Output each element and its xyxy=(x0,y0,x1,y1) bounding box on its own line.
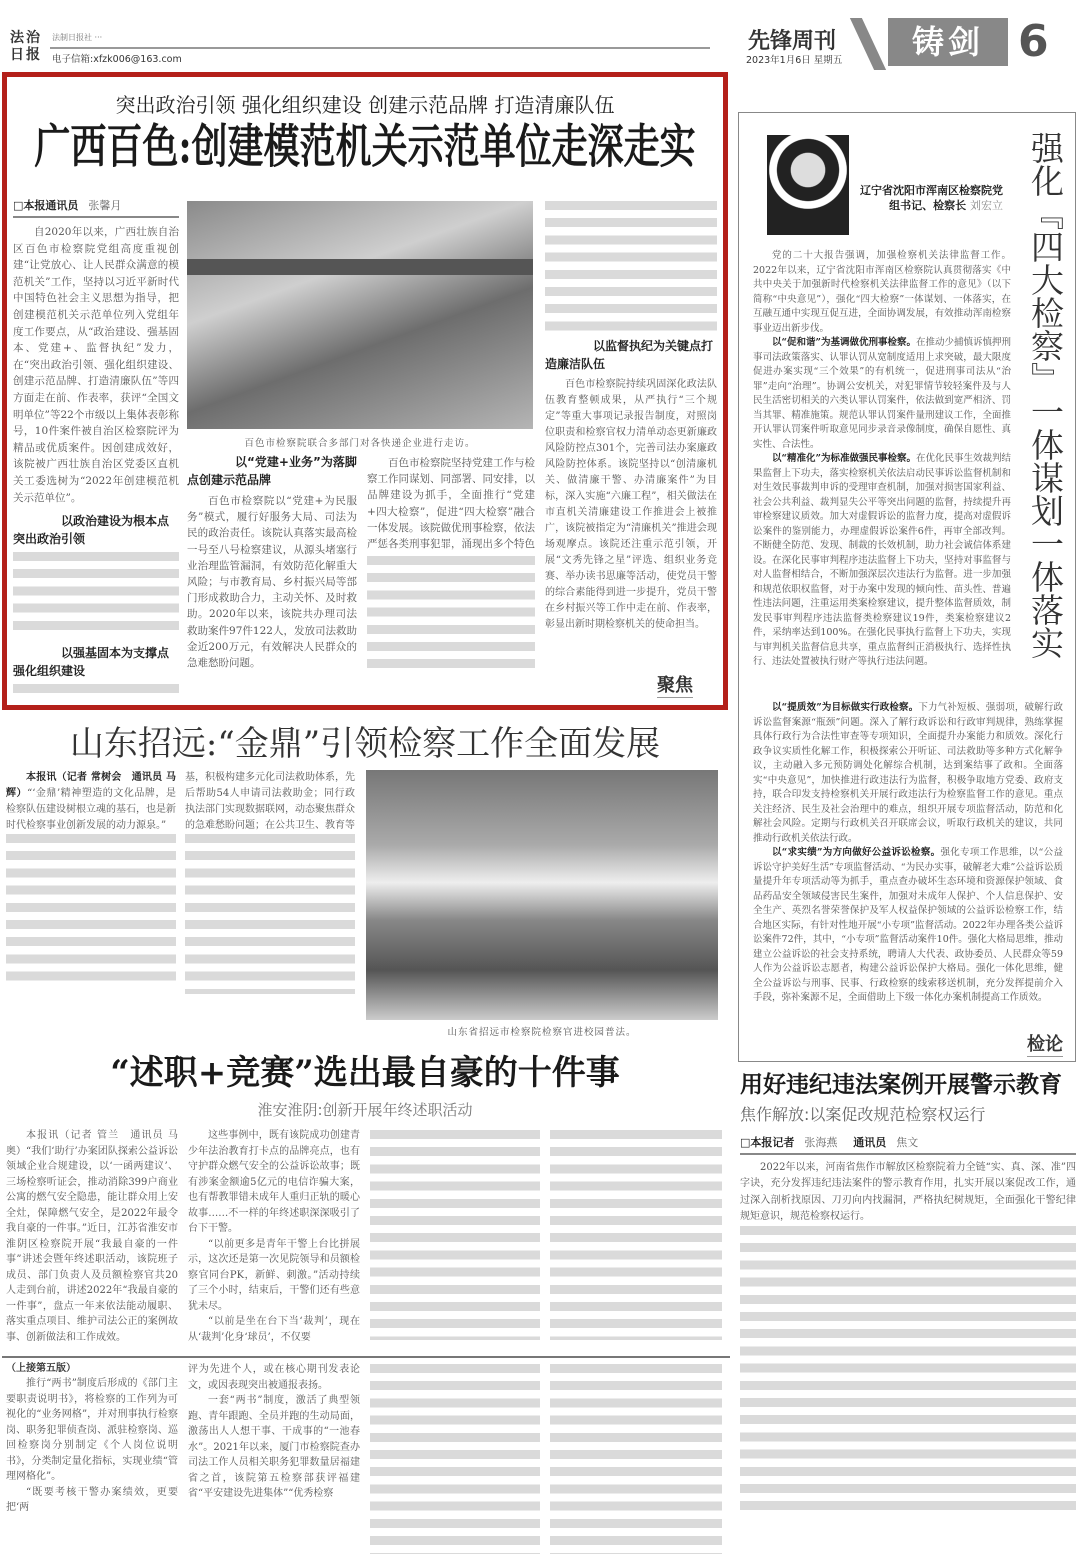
story3-col2 xyxy=(188,1128,360,1345)
commentary-box xyxy=(738,112,1076,1062)
text-lines xyxy=(545,201,717,331)
commentary-body-top xyxy=(753,249,1011,670)
author-portrait xyxy=(767,135,849,235)
story3-col1-text: 本报讯（记者 管兰 通讯员 马奥）“我们‘助行’办案团队探索公益诉讼领域企业合规建设，以‘一函两建议’、三场检察听证会，推动消除399户商业公寓的燃气安全隐患，能让群众用上安全灶，保障燃气安全，是2022年最令我自豪的一件事。”近日，江苏省淮安市淮阴区检察院开展“我最自豪的一件事”讲述会暨年终述职活动，该院班子成员、部门负责人及员额检察官共20人走到台前，讲述2022年“我最自豪的一件事”，盘点一年来依法能动履职、落实重点项目、维护司法公正的案例故事、创新做法和工作成效。 xyxy=(6,1130,178,1343)
continuation-col1b-text: “既要考核干警办案绩效，更要把‘两 xyxy=(6,1486,178,1513)
commentary-section1 xyxy=(753,336,1011,452)
byline-label: 通讯员 xyxy=(853,1136,887,1149)
byline-label: □本报记者 xyxy=(740,1136,795,1149)
story1-photo xyxy=(187,201,533,429)
masthead-rule xyxy=(50,47,710,49)
story1-headline: 广西百色:创建模范机关示范单位走深走实 xyxy=(34,119,696,175)
author-title: 辽宁省沈阳市浑南区检察院党组书记、检察长 xyxy=(860,184,1003,212)
continuation-col2 xyxy=(188,1362,360,1502)
text-lines xyxy=(13,552,179,638)
story1-subhead1: 以政治建设为根本点突出政治引领 xyxy=(13,514,170,547)
section1-head: 以“促和谐”为基调做优刑事检察。 xyxy=(772,337,916,348)
continuation-label: （上接第五版） xyxy=(6,1363,76,1374)
author-name: 刘宏立 xyxy=(970,199,1003,212)
story-guangxi-baise xyxy=(2,72,728,710)
story2-photo xyxy=(366,770,718,1020)
story4-subhead: 焦作解放:以案促改规范检察权运行 xyxy=(740,1105,986,1124)
text-lines xyxy=(13,684,179,701)
story1-col2 xyxy=(187,453,357,671)
continuation-col2b-text: 一套“两书”制度，激活了典型领跑、青年跟跑、全员并跑的生动局面，激荡出人人想干事、干成事的“一池春水”。2021年以来，厦门市检察院查办司法工作人员相关职务犯罪数量居福建省之首，该院第五检察部获评福建省“平安建设先进集体”“优秀检察 xyxy=(188,1395,360,1499)
story3-col2-text: 这些事例中，既有该院成功创建青少年法治教育打卡点的品牌亮点，也有守护群众燃气安全的公益诉讼故事；既有涉案金额逾5亿元的电信诈骗大案，也有帮教罪错未成年人重归正轨的暖心故事……不一样的年终述职深深吸引了台下干警。 xyxy=(188,1130,360,1234)
text-lines xyxy=(370,1130,540,1340)
story1-col1 xyxy=(13,197,179,701)
stamp-jujiao: 聚焦 xyxy=(657,675,693,696)
byline-label: □本报通讯员 xyxy=(13,199,79,212)
story2-headline: 山东招远:“金鼎”引领检察工作全面发展 xyxy=(69,724,661,764)
masthead xyxy=(0,16,1080,73)
story2-lead-text: “‘金鼎’精神塑造的文化品牌，是检察队伍建设树根立魂的基石，也是新时代检察事业创新发展的动力源泉。” xyxy=(6,788,176,831)
commentary-section3 xyxy=(753,701,1063,846)
story1-subhead2: 以强基固本为支撑点强化组织建设 xyxy=(13,646,170,679)
story1-lead: 自2020年以来，广西壮族自治区百色市检察院党组高度重视创建“让党放心、让人民群众满意的模范机关”工作，坚持以习近平新时代中国特色社会主义思想为指导，把创建模范机关示范单位列入党组年度工作要点，从“政治建设、强基固本、党建+、监督执纪”发力，在“突出政治引领、强化组织建设、创建示范品牌、打造清廉队伍”等四方面走在前、作表率，获评“全国文明单位”等22个市级以上集体表彰称号，10件案件被自治区检察院评为精品或优质案件。因创建成效好，该院被广西壮族自治区党委区直机关工委选树为“2022年创建模范机关示范单位”。 xyxy=(13,226,179,504)
commentary-intro: 党的二十大报告强调，加强检察机关法律监督工作。2022年以来，辽宁省沈阳市浑南区检察院认真贯彻落实《中共中央关于加强新时代检察机关法律监督工作的意见》（以下简称“中央意见”），强化“四大检察”一体谋划、一体落实，在互融互通中实现互促互进，全面协调发展，有效推动浑南检察事业迈出新步伐。 xyxy=(753,250,1011,334)
story1-para3a: 百色市检察院以“党建+为民服务”模式，履行好服务大局、司法为民的政治责任。该院认真落实最高检一号至八号检察建议，从源头堵塞行业治理监管漏洞，有效防范化解重大风险；与市教育局、乡村振兴局等部门形成救助合力，主动关怀、及时救助。2020年以来，该院共办理司法救助案件97件122人，发放司法救助金近200万元，有效解决人民群众的急难愁盼问题。 xyxy=(187,495,357,670)
story1-photo-caption: 百色市检察院联合多部门对各快递企业进行走访。 xyxy=(244,438,476,449)
commentary-title: 强化『四大检察』一体谋划一体落实 xyxy=(1026,131,1065,659)
story3-subhead: 淮安淮阴:创新开展年终述职活动 xyxy=(257,1101,473,1119)
story3-headline: “述职+竞赛”选出最自豪的十件事 xyxy=(110,1053,620,1093)
continuation-col2-text: 评为先进个人，或在核心期刊发表论文，或因表现突出被通报表扬。 xyxy=(188,1364,360,1391)
masthead-meta: 法制日报社 ··· xyxy=(52,33,103,42)
section4-body: 强化专项工作思维，以“公益诉讼守护美好生活”专项监督活动、“为民办实事，破解老大难”公益诉讼质量提升年专项活动等为抓手，重点查办破坏生态环境和资源保护领域、食品药品安全领域侵害民生案件，加强对未成年人保护、个人信息保护、安全生产、英烈名誉荣誉保护及军人权益保护领域的公益诉讼检察工作，结合地区实际，有针对性地开展“小专项”监督活动。2022年办理各类公益诉讼案件72件，其中，“小专项”监督活动案件10件。强化大格局思维，推动建立公益诉讼的社会支持系统，聘请人大代表、政协委员、人民群众等59人作为公益诉讼志愿者，构建公益诉讼保护大格局。强化一体化思维，健全公益诉讼与刑事、民事、行政检察的线索移送机制，充分发挥提前介入手段，弥补案源不足，全面借助上下级一体化办案机制提高工作质效。 xyxy=(753,847,1063,1003)
slash-decor xyxy=(850,18,886,70)
story2-col2 xyxy=(185,770,355,994)
story1-col3 xyxy=(367,455,535,676)
continuation-col1 xyxy=(6,1362,178,1516)
commentary-body-bottom xyxy=(753,701,1063,1006)
story4-lead: 2022年以来，河南省焦作市解放区检察院着力全链“实、真、深、准”四字诀，充分发挥违纪违法案件的警示教育作用，扎实开展以案促改工作，通过深入剖析找原因、刀刃向内找漏洞，严格执纪树规矩，全面强化干警纪律规矩意识，规范检察权运行。 xyxy=(740,1162,1076,1223)
story2-byline: 本报讯（记者 常树会 通讯员 马辉） xyxy=(6,772,176,799)
story1-byline xyxy=(13,197,179,218)
story3-col1 xyxy=(6,1128,178,1345)
story1-kicker: 突出政治引领 强化组织建设 创建示范品牌 打造清廉队伍 xyxy=(115,93,615,117)
story2-col1 xyxy=(6,770,176,984)
page-number: 6 xyxy=(1018,16,1049,67)
story1-col4 xyxy=(545,201,717,633)
section3-body: 下力气补短板、强弱项，破解行政诉讼监督案源“瓶颈”问题。深入了解行政诉讼和行政审判规律，熟练掌握具体行政行为合法性审查等专项知识，全面提升办案能力和质效。深化行政争议实质性化解工作，积极探索公开听证、司法救助等多种方式化解争议，主动融入多元预防调处化解综合机制，达到案结事了政和。全面落实“中央意见”，加快推进行政违法行为监督，积极争取地方党委、政府支持，联合印发支持检察机关开展行政违法行为检察监督工作的意见。重点关注经济、民生及社会治理中的难点，组织开展专项监督活动，防范和化解社会风险。定期与行政机关召开联席会议，听取行政机关的建议，共同推动行政机关依法行政。 xyxy=(753,702,1063,844)
story2-col2-text: 基，积极构建多元化司法救助体系，先后帮助54人申请司法救助金；同行政执法部门实现数据联网，动态聚焦群众的急难愁盼问题；在公共卫生、教育等 xyxy=(185,772,355,831)
byline-name: 张馨月 xyxy=(88,199,122,212)
story1-para3b: 百色市检察院坚持党建工作与检察工作同谋划、同部署、同安排，以品牌建设为抓手，全面推行“党建+四大检察”，促进“四大检察”融合一体发展。该院做优刑事检察，依法严惩各类刑事犯罪，涌现出多个特色 xyxy=(367,457,535,551)
commentary-section4 xyxy=(753,846,1063,1006)
section2-head: 以“精准化”为标准做强民事检察。 xyxy=(772,453,916,464)
stamp-jianlun: 检论 xyxy=(1027,1034,1063,1055)
text-lines xyxy=(185,834,355,994)
email: 电子信箱:xfzk006@163.com xyxy=(52,54,182,65)
story1-subhead3: 以“党建+业务”为落脚点创建示范品牌 xyxy=(187,455,357,487)
section-label: 铸剑 xyxy=(888,18,1008,66)
byline-name: 焦文 xyxy=(896,1136,919,1149)
story4-headline: 用好违纪违法案例开展警示教育 xyxy=(740,1071,1062,1098)
paper-logo: 法治日报 xyxy=(10,30,42,63)
author-caption xyxy=(853,183,1003,213)
section1-body: 在推动少捕慎诉慎押刑事司法政策落实、认罪认罚从宽制度适用上求突破，最大限度促进办案实现“三个效果”的有机统一，促进刑事司法从“治罪”走向“治理”。协调公安机关，对犯罪情节较轻案件及与人民生活密切相关的六类认罪认罚案件，依法做到宽严相济、罚当其罪、精准施策。规范认罪认罚案件量刑建议工作，全面推开认罪认罚案件听取意见同步录音录像制度，确保自愿性、真实性、合法性。 xyxy=(753,337,1011,450)
banner-in-photo xyxy=(187,259,533,275)
commentary-section2 xyxy=(753,452,1011,670)
story4-byline xyxy=(740,1134,1076,1155)
story1-para4: 百色市检察院持续巩固深化政法队伍教育整顿成果，从严执行“三个规定”等重大事项记录报告制度，对照岗位职责和检察官权力清单动态更新廉政风险防控点301个，完善司法办案廉政风险防控体系。该院坚持以“创清廉机关、做清廉干警、办清廉案件”为目标，深入实施“六廉工程”，相关做法在市直机关清廉建设工作推进会上被推广，该院被指定为“清廉机关”推进会现场观摩点。该院还注重示范引领，开展“文秀先锋之星”评选、组织业务竞赛、举办读书思廉等活动，使党员干警的综合素能得到进一步提升，党员干警在乡村振兴等工作中走在前、作表率，彰显出新时期检察机关的使命担当。 xyxy=(545,379,717,630)
section-divider xyxy=(2,1356,730,1358)
story2-lead xyxy=(6,770,176,834)
byline-name: 张海燕 xyxy=(804,1136,838,1149)
story1-subhead4: 以监督执纪为关键点打造廉洁队伍 xyxy=(545,339,714,371)
text-lines xyxy=(367,556,535,676)
text-lines xyxy=(550,1130,722,1340)
story3-col2c-text: “以前是坐在台下当‘裁判’，现在从‘裁判’化身‘球员’，不仅要 xyxy=(188,1316,360,1343)
text-lines xyxy=(370,1364,540,1554)
story2-photo-caption: 山东省招远市检察院检察官进校园普法。 xyxy=(447,1027,637,1038)
date: 2023年1月6日 星期五 xyxy=(746,55,843,66)
section4-head: 以“求实绩”为方向做好公益诉讼检察。 xyxy=(772,847,941,858)
story3-col2b-text: “以前更多是青年干警上台比拼展示，这次还是第一次见院领导和员额检察官同台PK，新鲜、刺激。”活动持续了三个小时，结束后，干警们还有些意犹未尽。 xyxy=(188,1238,360,1312)
section2-body: 在优化民事生效裁判结果监督上下功夫，落实检察机关依法启动民事诉讼监督机制和对生效民事裁判申诉的受理审查机制，加强对损害国家利益、社会公共利益、裁判显失公平等突出问题的监督，持续提升再审检察建议质效。加大对虚假诉讼的监督力度，提高对虚假诉讼案件的鉴别能力，办理虚假诉讼案件6件，再审全部改判。不断健全防范、发现、制裁的长效机制，助力社会诚信体系建设。在深化民事审判程序违法监督上下功夫，坚持对事监督与对人监督相结合，不断加强深层次违法行为监督。进一步加强和规范依职权监督，对于办案中发现的倾向性、苗头性、普遍性违法问题，注重运用类案检察建议，提升整体监督质效，制发民事审判程序违法监督类检察建议19件，类案检察建议2件，采纳率达到100%。在强化民事执行监督上下功夫，实现与审判机关监督信息共享，重点监督纠正消极执行、选择性执行、违法处置被执行财产等执行违法问题。 xyxy=(753,453,1011,667)
text-lines xyxy=(740,1226,1076,1516)
story4-body xyxy=(740,1160,1076,1516)
continuation-col1-text: 推行“两书”制度后形成的《部门主要职责说明书》，将检察的工作列为可视化的“业务网格”，并对刑事执行检察岗、职务犯罪侦查岗、派驻检察岗、巡回检察岗分别制定《个人岗位说明书》，分类制定量化指标，实现业绩“管理网格化”。 xyxy=(6,1378,178,1482)
text-lines xyxy=(550,1364,722,1554)
section3-head: 以“提质效”为目标做实行政检察。 xyxy=(772,702,919,713)
weekly-title: 先锋周刊 xyxy=(748,29,837,54)
text-lines xyxy=(6,834,176,984)
